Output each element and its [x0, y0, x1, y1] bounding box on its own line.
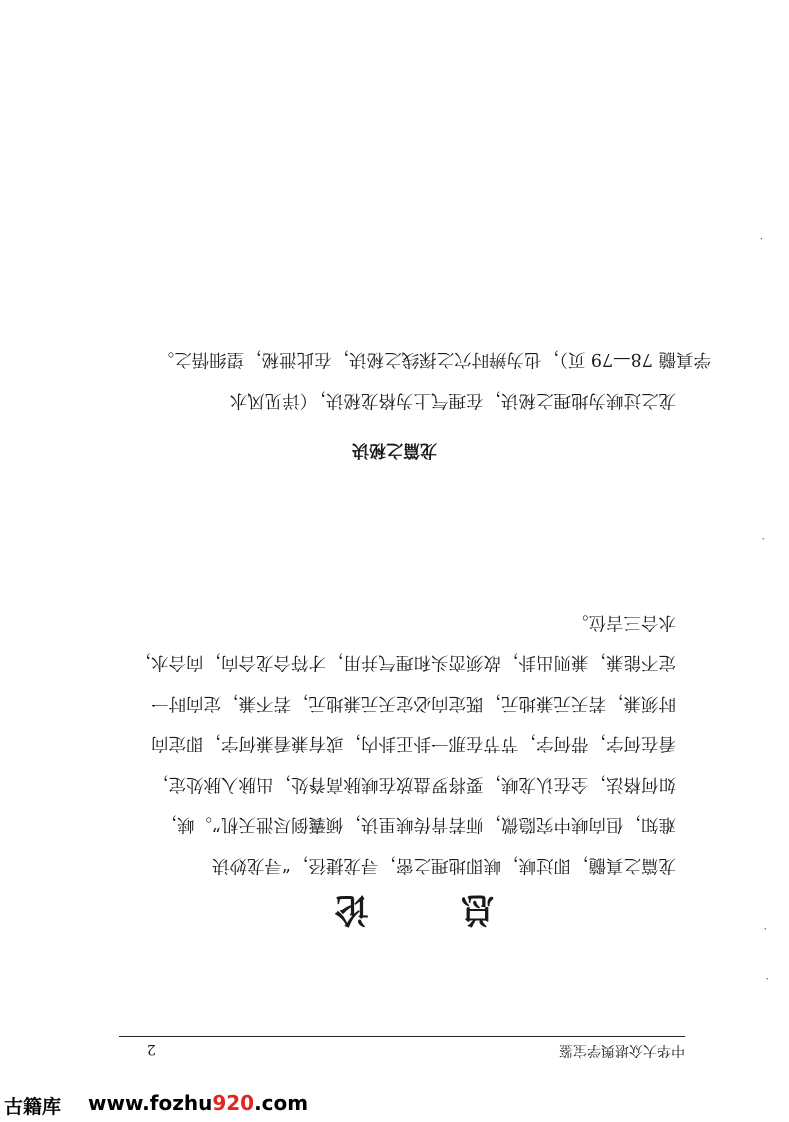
paragraph-line: 时须兼，若天元兼地元，既定向必定天元兼地元，若不兼，定向时一 [151, 693, 676, 713]
section-subheading: 龙篇之秘诀 [352, 440, 437, 460]
paragraph-line: 学真髓 78—79 页），也为辨时穴之探线之秘诀，在此泄秘，望细悟之。 [156, 349, 711, 370]
paragraph-line: 难知，但向峡中究隐微，师若肯传峡里诀，倾囊倒尽泄天机”。峡， [159, 814, 676, 835]
url-prefix: www.fozhu [88, 1091, 213, 1115]
scan-speck: · [765, 972, 769, 985]
paragraph-line: 定不能兼，兼则出卦，故须峦头和理气并用，才符合龙合向，向合水， [133, 652, 676, 673]
chapter-title: 总 论 [294, 889, 495, 929]
scan-speck: · [761, 532, 765, 545]
scan-speck: · [759, 232, 763, 245]
paragraph-line: 看在何字，带何字，节节在那一卦正卦内，或有兼看兼何字，即定向 [151, 733, 676, 754]
paragraph-line: 龙之过峡为地理之秘诀，在理气上为格龙秘诀，（详见风水 [229, 390, 676, 410]
running-title: 中华大众堪舆学宝鉴 [559, 1042, 685, 1058]
url-number: 920 [212, 1091, 255, 1115]
watermark-bar [0, 1085, 789, 1122]
running-header [119, 1036, 685, 1063]
url-suffix: .com [254, 1091, 309, 1115]
paragraph-line: 如何格法，全在认龙峡，要将罗盘放在峡脉高脊处，出脉入脉处定， [151, 774, 676, 794]
scan-speck: · [763, 922, 767, 935]
paragraph-line: 水合三吉位。 [571, 612, 676, 632]
intro-paragraph [111, 602, 711, 886]
watermark-site-name: 古籍库 [4, 1096, 62, 1118]
secret-paragraph [111, 339, 711, 420]
paragraph-line: 龙篇之真髓，即过峡，峡即地理之密，寻龙捷径，“寻龙妙诀 [212, 855, 676, 875]
watermark-url[interactable] [88, 1091, 308, 1115]
page-number: 2 [147, 1041, 156, 1057]
